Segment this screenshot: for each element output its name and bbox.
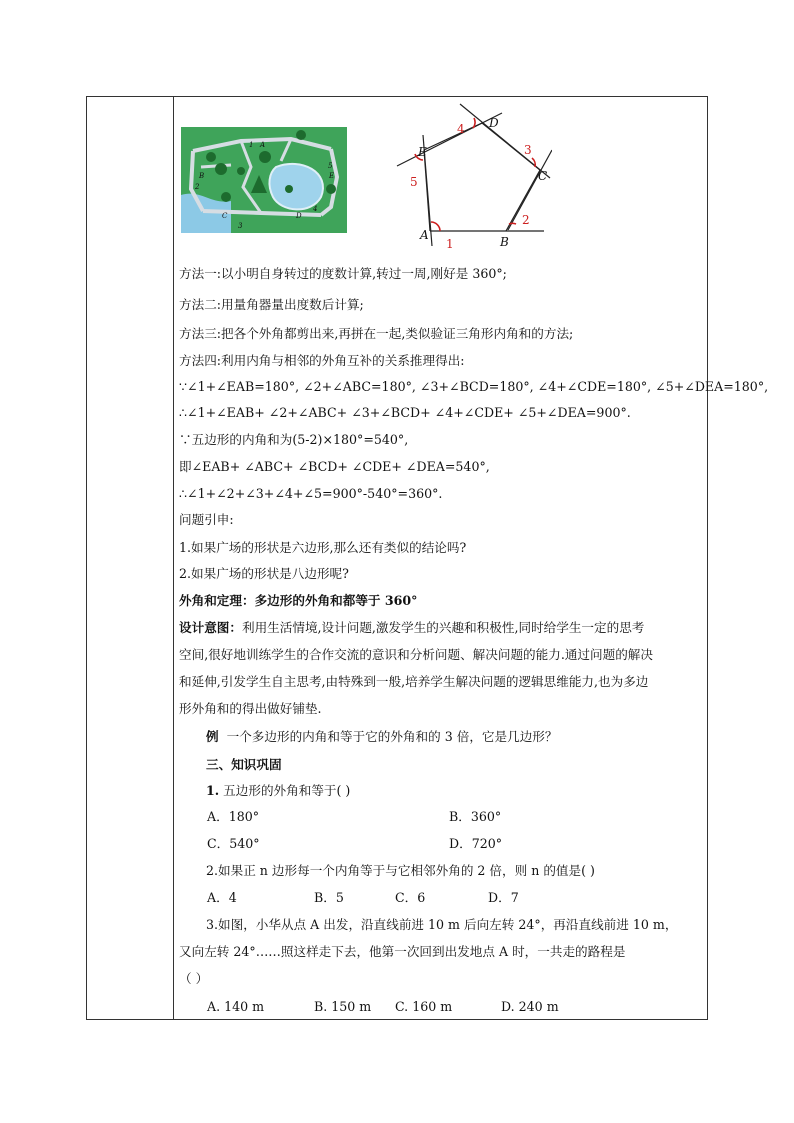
question-3-line-1: 3.如图，小华从点 A 出发，沿直线前进 10 m 后向左转 24°，再沿直线前进 10 m， [206,917,678,932]
svg-text:D: D [296,212,302,220]
park-map-illustration [181,127,347,233]
method-1: 方法一:以小明自身转过的度数计算,转过一周,刚好是 360°; [179,266,507,281]
q3-option-a: A. 140 m [207,999,265,1014]
theorem [179,593,417,609]
angle-label-4: 4 [457,122,465,136]
angle-label-5: 5 [410,175,418,189]
equation-4: 即∠EAB+ ∠ABC+ ∠BCD+ ∠CDE+ ∠DEA=540°, [179,459,490,474]
svg-text:C: C [222,212,228,220]
vertex-label-c: C [538,169,548,183]
lead-title: 问题引申: [179,512,234,527]
design-intent-line-2: 空间,很好地训练学生的合作交流的意识和分析问题、解决问题的能力.通过问题的解决 [179,647,653,662]
q3-option-d: D. 240 m [501,999,559,1014]
q2-option-a: A．4 [207,890,237,905]
question-2: 2.如果正 n 边形每一个内角等于与它相邻外角的 2 倍，则 n 的值是( ) [206,863,595,878]
q1-option-d: D．720° [449,836,503,851]
q1-option-a: A．180° [207,809,260,824]
example-label: 例 [206,729,219,744]
question-3-line-2: 又向左转 24°……照这样走下去，他第一次回到出发地点 A 时，一共走的路程是 [179,944,626,959]
equation-1: ∵∠1+∠EAB=180°, ∠2+∠ABC=180°, ∠3+∠BCD=180°, ∠4+∠CDE=180°, ∠5+∠DEA=180°, [179,379,769,394]
equation-2: ∴∠1+∠EAB+ ∠2+∠ABC+ ∠3+∠BCD+ ∠4+∠CDE+ ∠5+∠DEA=900°. [179,405,631,420]
q3-option-c: C. 160 m [395,999,453,1014]
design-intent-line-1 [179,620,644,636]
vertex-label-e: E [418,145,427,159]
question-1-text: 五边形的外角和等于( ) [223,783,351,798]
vertex-label-d: D [489,116,499,130]
angle-label-1: 1 [446,237,454,250]
angle-label-2: 2 [522,213,530,227]
method-2: 方法二:用量角器量出度数后计算; [179,297,364,312]
svg-text:E: E [329,172,335,180]
svg-text:5: 5 [328,162,333,170]
angle-label-3: 3 [524,143,532,157]
lead-question-2: 2.如果广场的形状是八边形呢? [179,566,349,581]
q2-option-d: D．7 [488,890,519,905]
question-1 [206,783,350,799]
equation-3: ∵五边形的内角和为(5-2)×180°=540°, [179,432,409,447]
question-3-line-3: （ ） [179,971,209,986]
equation-5: ∴∠1+∠2+∠3+∠4+∠5=900°-540°=360°. [179,486,443,501]
q3-option-b: B. 150 m [314,999,372,1014]
theorem-label: 外角和定理： [179,593,255,608]
svg-text:1: 1 [249,141,254,149]
pentagon-exterior-angles-diagram [392,98,552,250]
method-4: 方法四:利用内角与相邻的外角互补的关系推理得出: [179,353,465,368]
q1-option-b: B．360° [449,809,502,824]
q2-option-b: B．5 [314,890,344,905]
example [206,729,557,745]
q2-option-c: C．6 [395,890,426,905]
design-text-1: 利用生活情境,设计问题,激发学生的兴趣和积极性,同时给学生一定的思考 [241,620,645,635]
svg-text:A: A [260,141,266,149]
column-divider [173,96,174,1020]
design-label: 设计意图： [179,620,242,635]
svg-text:3: 3 [238,222,243,230]
lead-question-1: 1.如果广场的形状是六边形,那么还有类似的结论吗? [179,540,467,555]
method-3: 方法三:把各个外角都剪出来,再拼在一起,类似验证三角形内角和的方法; [179,326,574,341]
design-intent-line-4: 形外角和的得出做好铺垫. [179,701,322,716]
design-intent-line-3: 和延伸,引发学生自主思考,由特殊到一般,培养学生解决问题的逻辑思维能力,也为多边 [179,674,649,689]
example-text: 一个多边形的内角和等于它的外角和的 3 倍，它是几边形？ [226,729,558,744]
theorem-text: 多边形的外角和都等于 360° [254,593,418,608]
vertex-label-b: B [500,235,509,249]
q1-option-c: C．540° [207,836,260,851]
vertex-label-a: A [420,228,429,242]
svg-text:4: 4 [313,205,318,213]
question-1-number: 1. [206,783,220,798]
svg-text:B: B [199,172,205,180]
section-title: 三、知识巩固 [206,757,282,772]
svg-text:2: 2 [195,183,200,191]
